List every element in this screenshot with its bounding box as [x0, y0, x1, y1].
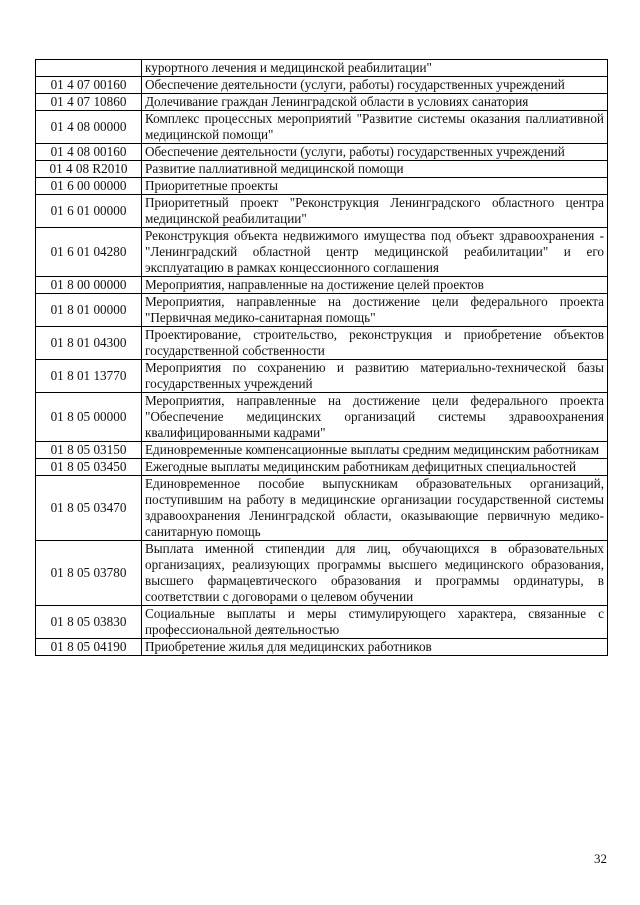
table-row: [36, 393, 608, 442]
classification-description: Приоритетные проекты: [142, 178, 608, 195]
table-row: [36, 639, 608, 656]
classification-code: 01 6 00 00000: [36, 178, 142, 195]
table-row: [36, 294, 608, 327]
classification-code: 01 8 05 03470: [36, 476, 142, 541]
classification-code: 01 6 01 04280: [36, 228, 142, 277]
classification-description: Мероприятия, направленные на достижение цели федерального проекта "Обеспечение медицинских организаций системы здравоохранения квалифицированными кадрами": [142, 393, 608, 442]
budget-classification-table: [35, 59, 608, 656]
classification-description: Мероприятия по сохранению и развитию материально-технической базы государственных учреждений: [142, 360, 608, 393]
classification-code: 01 8 05 03150: [36, 442, 142, 459]
classification-description: Единовременное пособие выпускникам образовательных организаций, поступившим на работу в медицинские организации государственной системы здравоохранения Ленинградской области, оказывающие первичную медико-санитарную помощь: [142, 476, 608, 541]
classification-description: Приобретение жилья для медицинских работников: [142, 639, 608, 656]
table-row: [36, 77, 608, 94]
classification-description: Развитие паллиативной медицинской помощи: [142, 161, 608, 178]
classification-code: [36, 60, 142, 77]
classification-description: Приоритетный проект "Реконструкция Ленинградского областного центра медицинской реабилитации": [142, 195, 608, 228]
table-row: [36, 178, 608, 195]
classification-code: 01 4 08 00000: [36, 111, 142, 144]
classification-description: Комплекс процессных мероприятий "Развитие системы оказания паллиативной медицинской помощи": [142, 111, 608, 144]
table-row: [36, 459, 608, 476]
classification-description: Социальные выплаты и меры стимулирующего характера, связанные с профессиональной деятельностью: [142, 606, 608, 639]
classification-code: 01 8 01 13770: [36, 360, 142, 393]
classification-code: 01 8 05 00000: [36, 393, 142, 442]
table-row: [36, 327, 608, 360]
classification-description: Обеспечение деятельности (услуги, работы) государственных учреждений: [142, 144, 608, 161]
table-row: [36, 360, 608, 393]
classification-code: 01 8 01 04300: [36, 327, 142, 360]
classification-description: Выплата именной стипендии для лиц, обучающихся в образовательных организациях, реализующих программы высшего медицинского образования, высшего фармацевтического образования и программы ординатуры, в соответствии с договорами о целевом обучении: [142, 541, 608, 606]
table-row: [36, 541, 608, 606]
classification-description: Единовременные компенсационные выплаты средним медицинским работникам: [142, 442, 608, 459]
classification-code: 01 8 05 03450: [36, 459, 142, 476]
table-row: [36, 161, 608, 178]
table-row: [36, 144, 608, 161]
classification-code: 01 6 01 00000: [36, 195, 142, 228]
classification-description: Обеспечение деятельности (услуги, работы) государственных учреждений: [142, 77, 608, 94]
table-row: [36, 195, 608, 228]
classification-code: 01 8 05 04190: [36, 639, 142, 656]
classification-description: Долечивание граждан Ленинградской области в условиях санатория: [142, 94, 608, 111]
classification-description: Проектирование, строительство, реконструкция и приобретение объектов государственной собственности: [142, 327, 608, 360]
classification-description: Реконструкция объекта недвижимого имущества под объект здравоохранения - "Ленинградский областной центр медицинской реабилитации" и его эксплуатацию в рамках концессионного соглашения: [142, 228, 608, 277]
classification-code: 01 8 00 00000: [36, 277, 142, 294]
classification-code: 01 4 07 00160: [36, 77, 142, 94]
classification-code: 01 4 08 R2010: [36, 161, 142, 178]
classification-description: курортного лечения и медицинской реабилитации": [142, 60, 608, 77]
table-row: [36, 476, 608, 541]
classification-code: 01 8 05 03830: [36, 606, 142, 639]
table-row: [36, 60, 608, 77]
classification-description: Мероприятия, направленные на достижение целей проектов: [142, 277, 608, 294]
table-row: [36, 228, 608, 277]
table-row: [36, 111, 608, 144]
table-row: [36, 277, 608, 294]
table-row: [36, 94, 608, 111]
classification-description: Ежегодные выплаты медицинским работникам дефицитных специальностей: [142, 459, 608, 476]
table-row: [36, 606, 608, 639]
classification-code: 01 8 05 03780: [36, 541, 142, 606]
page-number: 32: [594, 851, 607, 866]
classification-description: Мероприятия, направленные на достижение цели федерального проекта "Первичная медико-санитарная помощь": [142, 294, 608, 327]
table-row: [36, 442, 608, 459]
classification-code: 01 4 08 00160: [36, 144, 142, 161]
classification-code: 01 4 07 10860: [36, 94, 142, 111]
classification-code: 01 8 01 00000: [36, 294, 142, 327]
